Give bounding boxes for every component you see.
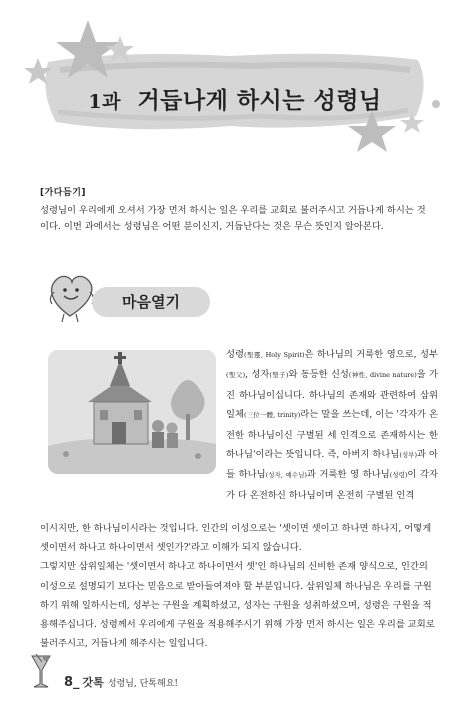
child-head-2 <box>167 423 178 434</box>
lesson-number: 1과 <box>88 91 121 113</box>
intro-paragraph: 성령님이 우리에게 오셔서 가장 먼저 하시는 일은 우리를 교회로 불러주시고 거듭나게 하시는 것이다. 이번 과에서는 성령님은 어떤 분이신지, 거듭난다는 것은 무슨 뜻인지 알아본다. <box>40 205 426 232</box>
page-number: 8_ <box>64 675 80 690</box>
book-slogan: 성령님, 단톡해요! <box>107 679 179 689</box>
child-head <box>152 420 164 432</box>
section-title-badge: 마음열기 <box>92 287 210 317</box>
body-paragraph-3: 그렇지만 삼위일체는 '셋이면서 하나고 하나이면서 셋'인 하나님의 신비한 존재 양식으로, 인간의 이성으로 설명되기 보다는 믿음으로 받아들여져야 할 부분입니다. 삼위일체 하나님은 우리를 구원하기 위해 일하시는데, 성부는 구원을 계획하셨고, 성자는 구원을 성취하셨으며, 성령은 구원을 적용해주십니다. 성령께서 우리에게 구원을 적용해주시기 위해 가장 먼저 하시는 일은 우리를 교회로 불러주시고, 거듭나게 해주시는 일입니다. <box>40 561 435 650</box>
page-footer <box>64 671 178 690</box>
body-paragraph-2: 이시지만, 한 하나님이시라는 것입니다. 인간의 이성으로는 '셋이면 셋이고 하나면 하나지, 어떻게 셋이면서 하나고 하나이면서 셋인가?'라고 이해가 되지 않습니다. <box>40 523 432 554</box>
church-door <box>112 422 126 444</box>
title-banner-art <box>0 0 470 160</box>
book-title: 갓톡 <box>82 676 104 689</box>
church-illustration <box>48 350 216 474</box>
lesson-title-text: 거듭나게 하시는 성령님 <box>137 88 382 114</box>
body-paragraph-continued <box>40 519 438 653</box>
lesson-title <box>0 82 470 115</box>
glass-icon <box>30 652 52 690</box>
intro-label: [가다듬기] <box>40 188 87 198</box>
body-paragraph-1: 성령(聖靈, Holy Spirit)은 하나님의 거룩한 영으로, 성부(聖父), 성자(聖子)와 동등한 신성(神性, divine nature)을 가진 하나님이십니다. 하나님의 존재와 관련하여 삼위일체(三位一體, trinity)라는 말을 쓰는데, 이는 '각자가 온전한 하나님이신 구별된 세 인격으로 존재하시는 한 하나님'이라는 뜻입니다. 즉, 아버지 하나님(성부)과 아들 하나님(성자, 예수님)과 거룩한 영 하나님(성령)이 각자가 다 온전하신 하나님이며 온전히 구별된 인격 <box>226 349 439 501</box>
